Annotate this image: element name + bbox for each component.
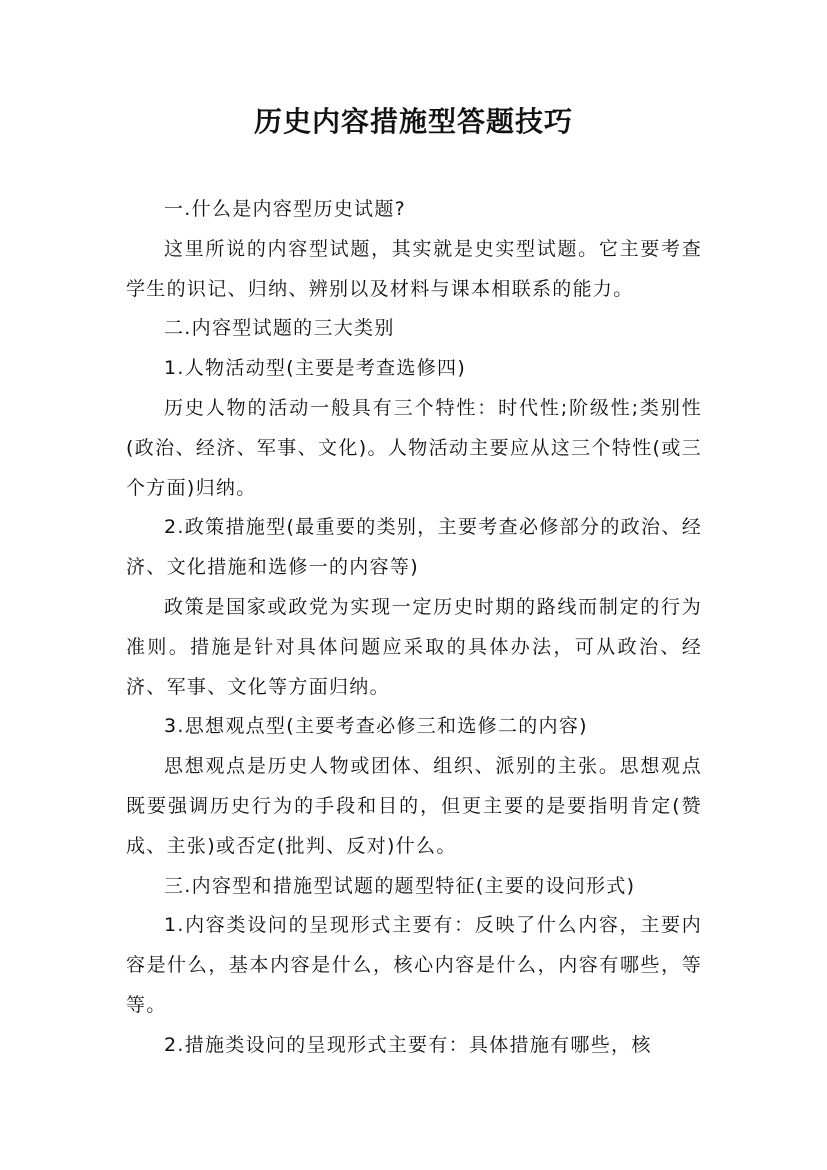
subsection-heading: 2.政策措施型(最重要的类别，主要考查必修部分的政治、经济、文化措施和选修一的内容等) [126, 516, 702, 579]
subsection-heading: 3.思想观点型(主要考查必修三和选修二的内容) [164, 715, 588, 738]
section-heading-3: 三.内容型和措施型试题的题型特征(主要的设问形式) [164, 874, 636, 897]
subsection-heading: 1.人物活动型(主要是考查选修四) [164, 357, 467, 380]
paragraph: 思想观点是历史人物或团体、组织、派别的主张。思想观点既要强调历史行为的手段和目的，但更主要的是要指明肯定(赞成、主张)或否定(批判、反对)什么。 [126, 755, 702, 857]
paragraph: 历史人物的活动一般具有三个特性：时代性;阶级性;类别性(政治、经济、军事、文化)。人物活动主要应从这三个特性(或三个方面)归纳。 [126, 396, 702, 499]
paragraph: 1.内容类设问的呈现形式主要有：反映了什么内容，主要内容是什么，基本内容是什么，核心内容是什么，内容有哪些，等等。 [126, 914, 702, 1016]
paragraph: 2.措施类设问的呈现形式主要有：具体措施有哪些，核 [164, 1033, 652, 1056]
paragraph: 政策是国家或政党为实现一定历史时期的路线而制定的行为准则。措施是针对具体问题应采取的具体办法，可从政治、经济、军事、文化等方面归纳。 [126, 595, 702, 698]
document-title: 历史内容措施型答题技巧 [253, 105, 573, 138]
document-body [126, 190, 702, 1066]
paragraph: 这里所说的内容型试题，其实就是史实型试题。它主要考查学生的识记、归纳、辨别以及材料与课本相联系的能力。 [126, 237, 702, 300]
section-heading-1: 一.什么是内容型历史试题? [164, 198, 407, 220]
section-heading-2: 二.内容型试题的三大类别 [164, 317, 395, 340]
